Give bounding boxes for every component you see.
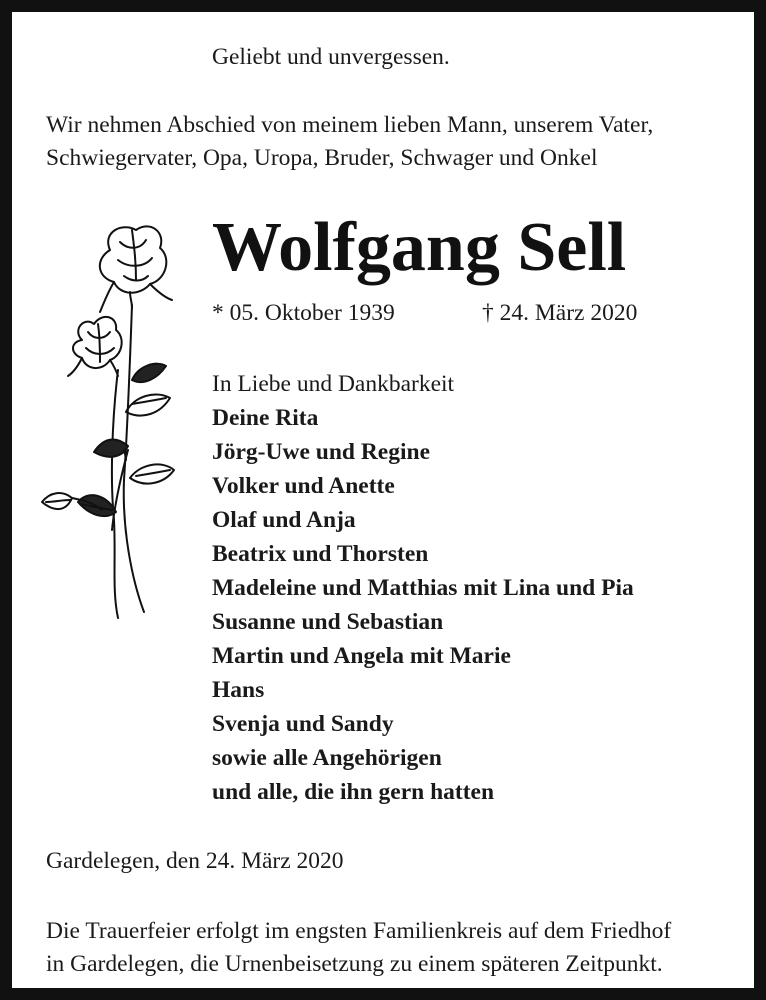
intro-text (46, 109, 653, 175)
mourner-name: Susanne und Sebastian (212, 609, 444, 635)
mourner-name: Jörg-Uwe und Regine (212, 439, 431, 465)
mourner-name: und alle, die ihn gern hatten (212, 779, 495, 805)
deceased-name: Wolfgang Sell (212, 209, 627, 286)
mourners-lead: In Liebe und Dankbarkeit (212, 371, 455, 397)
mourner-name: Martin und Angela mit Marie (212, 643, 511, 669)
mourner-name: Deine Rita (212, 405, 319, 431)
mourner-name: sowie alle Angehörigen (212, 745, 442, 771)
notice-line-2: in Gardelegen, die Urnenbeisetzung zu einem späteren Zeitpunkt. (46, 951, 663, 977)
mourner-name: Hans (212, 677, 265, 703)
rose-illustration-icon (32, 220, 202, 620)
mourner-name: Svenja und Sandy (212, 711, 394, 737)
mourner-name: Madeleine und Matthias mit Lina und Pia (212, 575, 634, 601)
epigraph: Geliebt und unvergessen. (212, 44, 450, 70)
notice-line-1: Die Trauerfeier erfolgt im engsten Familienkreis auf dem Friedhof (46, 918, 672, 944)
mourner-name: Beatrix und Thorsten (212, 541, 429, 567)
mourner-name: Olaf und Anja (212, 507, 356, 533)
intro-line-2: Schwiegervater, Opa, Uropa, Bruder, Schwager und Onkel (46, 145, 598, 171)
death-date: † 24. März 2020 (482, 300, 638, 326)
funeral-notice (46, 915, 671, 981)
mourners-list (212, 367, 634, 809)
birth-date: * 05. Oktober 1939 (212, 300, 395, 326)
mourner-name: Volker und Anette (212, 473, 395, 499)
place-and-date: Gardelegen, den 24. März 2020 (46, 848, 344, 874)
intro-line-1: Wir nehmen Abschied von meinem lieben Mann, unserem Vater, (46, 112, 654, 138)
